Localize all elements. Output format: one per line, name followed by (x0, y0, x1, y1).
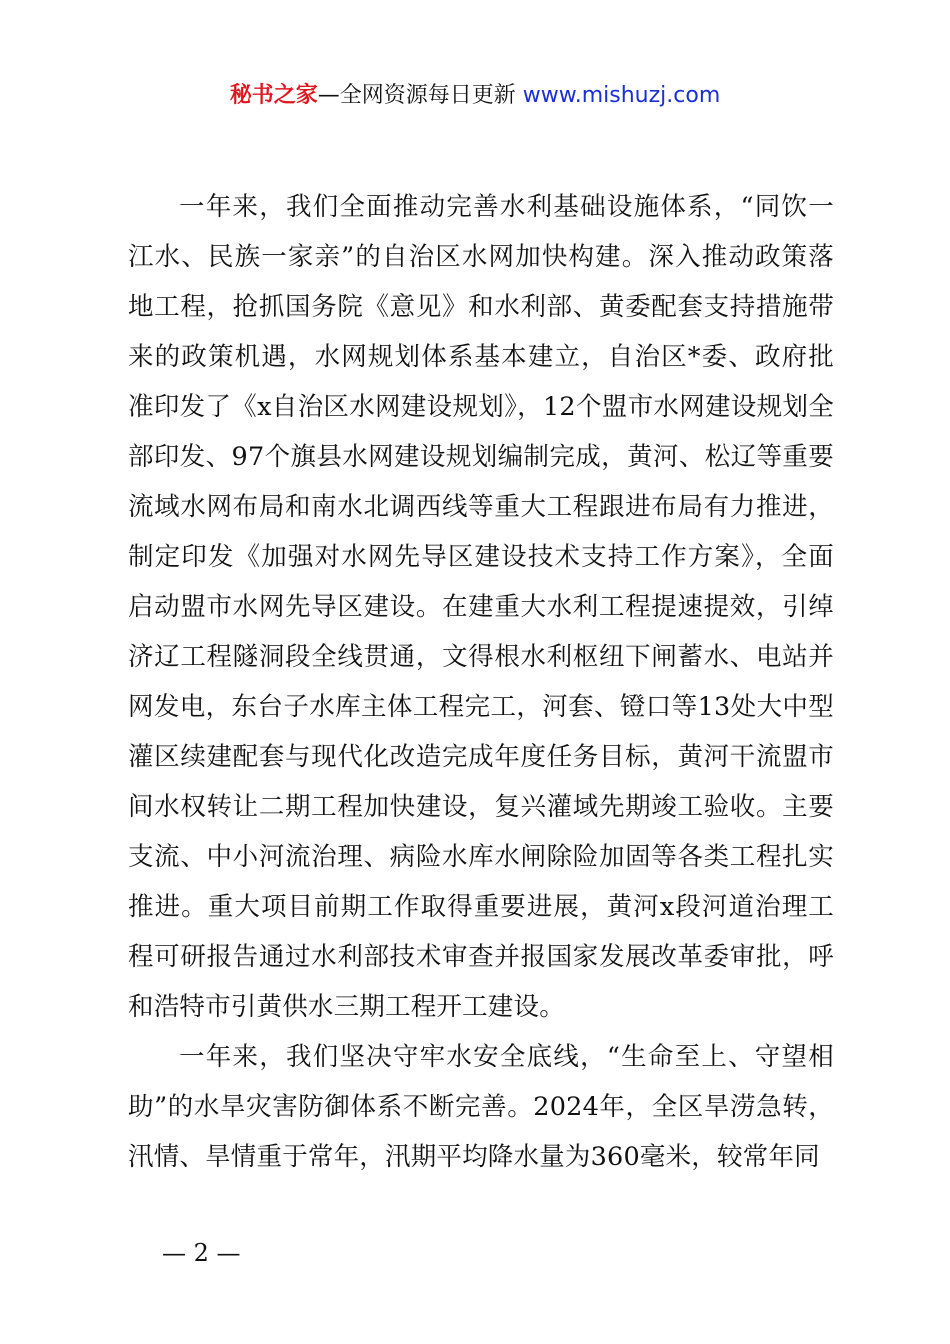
header-tagline: —全网资源每日更新 (317, 83, 523, 108)
brand-name: 秘书之家 (229, 83, 318, 108)
site-header (0, 80, 950, 112)
paragraph-water-network: 一年来，我们全面推动完善水利基础设施体系，“同饮一江水、民族一家亲”的自治区水网加快构建。深入推动政策落地工程，抢抓国务院《意见》和水利部、黄委配套支持措施带来的政策机遇，水网规划体系基本建立，自治区*委、政府批准印发了《x自治区水网建设规划》，12个盟市水网建设规划全部印发、97个旗县水网建设规划编制完成，黄河、松辽等重要流域水网布局和南水北调西线等重大工程跟进布局有力推进，制定印发《加强对水网先导区建设技术支持工作方案》，全面启动盟市水网先导区建设。在建重大水利工程提速提效，引绰济辽工程隧洞段全线贯通，文得根水利枢纽下闸蓄水、电站并网发电，东台子水库主体工程完工，河套、镫口等13处大中型灌区续建配套与现代化改造完成年度任务目标，黄河干流盟市间水权转让二期工程加快建设，复兴灌域先期竣工验收。主要支流、中小河流治理、病险水库水闸除险加固等各类工程扎实推进。重大项目前期工作取得重要进展，黄河x段河道治理工程可研报告通过水利部技术审查并报国家发展改革委审批，呼和浩特市引黄供水三期工程开工建设。 (128, 192, 834, 1022)
site-url-link[interactable]: www.mishuzj.com (522, 83, 721, 108)
document-body (128, 182, 834, 1182)
paragraph-flood-drought-defense: 一年来，我们坚决守牢水安全底线，“生命至上、守望相助”的水旱灾害防御体系不断完善。2024年，全区旱涝急转，汛情、旱情重于常年，汛期平均降水量为360毫米，较常年同 (128, 1042, 834, 1172)
page-number: — 2 — (162, 1239, 241, 1267)
